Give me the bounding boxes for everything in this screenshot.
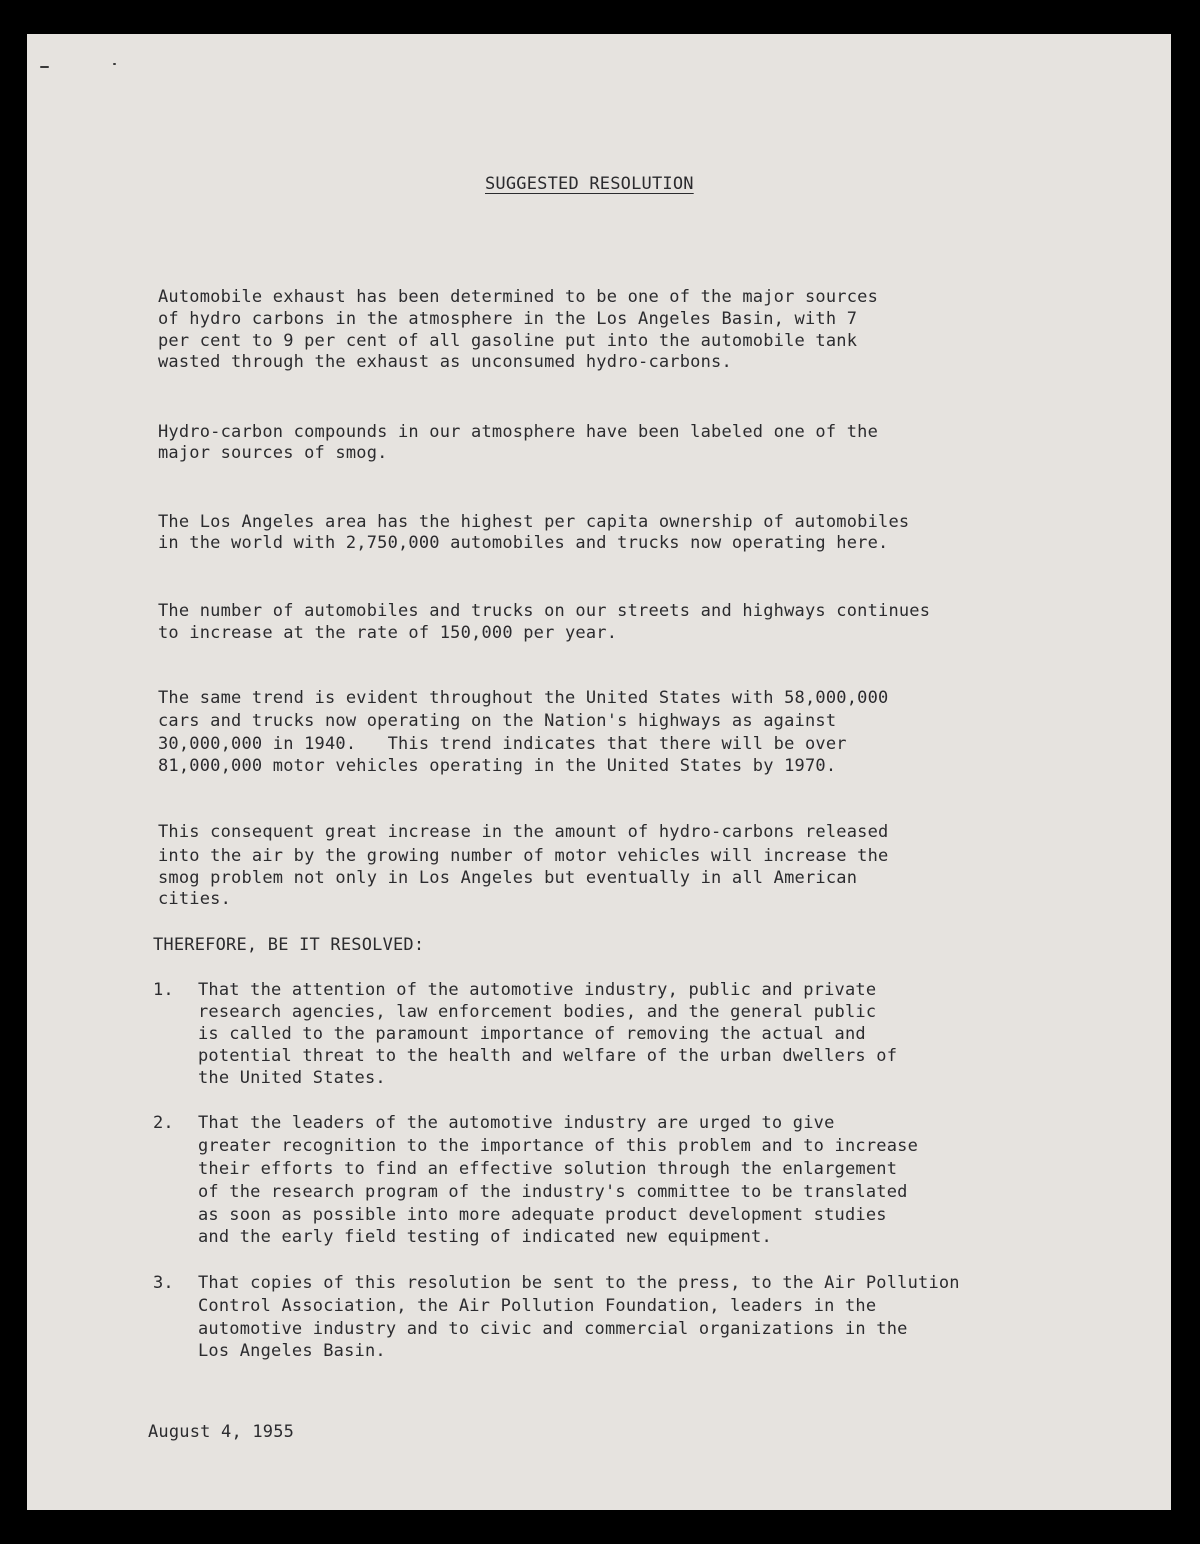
paragraph-line: The number of automobiles and trucks on our streets and highways continues: [158, 601, 931, 621]
paragraph-line: cars and trucks now operating on the Nation's highways as against: [158, 711, 837, 731]
paragraph-line: The same trend is evident throughout the United States with 58,000,000: [158, 688, 889, 708]
paragraph-line: 81,000,000 motor vehicles operating in the United States by 1970.: [158, 756, 837, 776]
item-line: potential threat to the health and welfare of the urban dwellers of: [198, 1046, 898, 1066]
paragraph-line: Hydro-carbon compounds in our atmosphere have been labeled one of the: [158, 422, 879, 442]
paragraph-line: in the world with 2,750,000 automobiles and trucks now operating here.: [158, 533, 889, 553]
paragraph-line: into the air by the growing number of motor vehicles will increase the: [158, 846, 889, 866]
item-line: research agencies, law enforcement bodies, and the general public: [198, 1002, 877, 1022]
item-line: That copies of this resolution be sent to the press, to the Air Pollution: [198, 1273, 960, 1293]
paragraph-line: cities.: [158, 889, 232, 909]
corner-mark: [113, 63, 116, 65]
paragraph-line: 30,000,000 in 1940. This trend indicates that there will be over: [158, 734, 847, 754]
document-date: August 4, 1955: [148, 1422, 295, 1442]
document-page: [27, 34, 1171, 1510]
item-line: That the attention of the automotive industry, public and private: [198, 980, 877, 1000]
paragraph-line: major sources of smog.: [158, 443, 388, 463]
item-line: greater recognition to the importance of this problem and to increase: [198, 1136, 919, 1156]
paragraph-line: smog problem not only in Los Angeles but eventually in all American: [158, 868, 858, 888]
document-title: SUGGESTED RESOLUTION: [485, 174, 694, 194]
item-line: and the early field testing of indicated new equipment.: [198, 1227, 772, 1247]
item-line: Los Angeles Basin.: [198, 1341, 386, 1361]
item-line: Control Association, the Air Pollution Foundation, leaders in the: [198, 1296, 877, 1316]
item-line: of the research program of the industry's committee to be translated: [198, 1182, 908, 1202]
paragraph-line: Automobile exhaust has been determined to be one of the major sources: [158, 287, 879, 307]
item-number: 3.: [153, 1273, 174, 1293]
paragraph-line: The Los Angeles area has the highest per capita ownership of automobiles: [158, 512, 910, 532]
paragraph-line: of hydro carbons in the atmosphere in the Los Angeles Basin, with 7: [158, 309, 858, 329]
item-line: the United States.: [198, 1068, 386, 1088]
paragraph-line: per cent to 9 per cent of all gasoline put into the automobile tank: [158, 331, 858, 351]
corner-mark: [40, 66, 49, 68]
item-line: as soon as possible into more adequate product development studies: [198, 1205, 887, 1225]
paragraph-line: This consequent great increase in the amount of hydro-carbons released: [158, 822, 889, 842]
item-line: automotive industry and to civic and commercial organizations in the: [198, 1319, 908, 1339]
item-line: That the leaders of the automotive industry are urged to give: [198, 1113, 835, 1133]
item-line: is called to the paramount importance of removing the actual and: [198, 1024, 866, 1044]
paragraph-line: wasted through the exhaust as unconsumed hydro-carbons.: [158, 352, 732, 372]
item-number: 2.: [153, 1113, 174, 1133]
item-number: 1.: [153, 980, 174, 1000]
resolved-heading: THEREFORE, BE IT RESOLVED:: [153, 935, 425, 955]
item-line: their efforts to find an effective solution through the enlargement: [198, 1159, 898, 1179]
paragraph-line: to increase at the rate of 150,000 per year.: [158, 623, 618, 643]
